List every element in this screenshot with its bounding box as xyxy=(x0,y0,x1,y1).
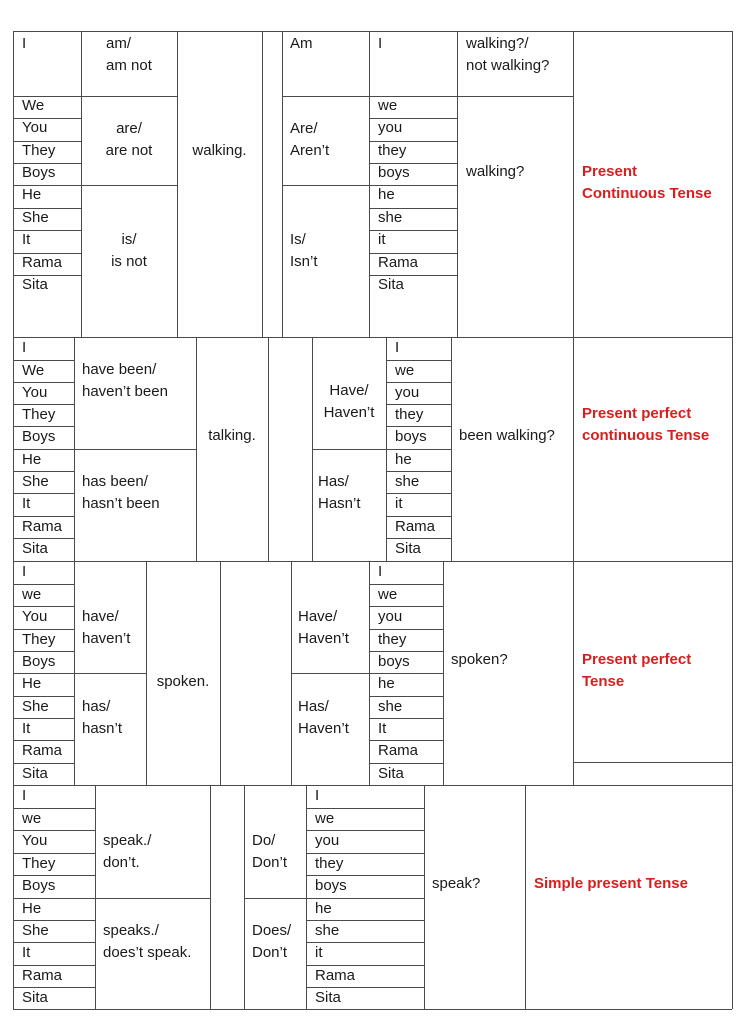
subject-question-cell: I xyxy=(378,35,383,52)
subject-cell: You xyxy=(22,832,48,849)
table-rule xyxy=(74,673,146,674)
subject-question-cell: Sita xyxy=(395,540,421,557)
subject-cell: Sita xyxy=(22,540,48,557)
subject-cell: It xyxy=(22,495,31,512)
subject-question-cell: Sita xyxy=(315,989,341,1006)
subject-cell: Boys xyxy=(22,877,56,894)
table-rule xyxy=(573,561,574,785)
subject-cell: It xyxy=(22,944,31,961)
subject-question-cell: you xyxy=(395,384,420,401)
table-rule xyxy=(81,96,177,97)
verb-question-cell: walking? xyxy=(466,163,525,180)
subject-cell: She xyxy=(22,698,49,715)
subject-question-cell: she xyxy=(395,473,420,490)
table-rule xyxy=(282,96,369,97)
table-rule xyxy=(573,762,732,763)
subject-question-cell: they xyxy=(378,142,407,159)
subject-question-cell: they xyxy=(378,631,407,648)
subject-cell: You xyxy=(22,119,48,136)
subject-cell: They xyxy=(22,855,56,872)
subject-cell: It xyxy=(22,720,31,737)
subject-cell: He xyxy=(22,675,42,692)
subject-question-cell: boys xyxy=(378,164,410,181)
subject-question-cell: she xyxy=(378,698,403,715)
table-rule xyxy=(312,449,386,450)
aux-question-cell: Is/ Isn’t xyxy=(290,231,318,270)
aux-cell: has been/ hasn’t been xyxy=(82,473,160,512)
subject-question-cell: he xyxy=(315,900,332,917)
subject-question-cell: It xyxy=(378,720,387,737)
aux-question-cell: Are/ Aren’t xyxy=(290,120,330,159)
verb-question-cell: been walking? xyxy=(459,427,555,444)
subject-cell: Boys xyxy=(22,164,56,181)
subject-question-cell: Rama xyxy=(395,518,436,535)
subject-question-cell: Sita xyxy=(378,276,404,293)
subject-cell: I xyxy=(22,563,27,580)
subject-cell: She xyxy=(22,209,49,226)
tense-label: Present perfect continuous Tense xyxy=(582,405,710,444)
subject-question-cell: he xyxy=(395,451,412,468)
subject-cell: Boys xyxy=(22,428,56,445)
subject-cell: You xyxy=(22,608,48,625)
table-rule xyxy=(457,96,573,97)
table-rule xyxy=(13,337,732,338)
subject-cell: we xyxy=(22,586,42,603)
table-rule xyxy=(262,31,263,337)
aux-cell: have/ haven’t xyxy=(82,608,131,647)
table-rule xyxy=(573,31,574,337)
table-rule xyxy=(13,785,732,786)
subject-question-cell: boys xyxy=(378,653,410,670)
subject-question-cell: he xyxy=(378,675,395,692)
subject-question-cell: you xyxy=(378,608,403,625)
table-rule xyxy=(13,31,14,1009)
subject-cell: We xyxy=(22,97,45,114)
aux-question-cell: Has/ Hasn’t xyxy=(318,473,361,512)
aux-question-cell: Have/ Haven’t xyxy=(298,608,349,647)
subject-question-cell: I xyxy=(315,787,320,804)
subject-question-cell: they xyxy=(395,406,424,423)
subject-cell: She xyxy=(22,473,49,490)
aux-question-cell: Am xyxy=(290,35,313,52)
table-rule xyxy=(291,673,369,674)
verb-question-cell: walking?/ not walking? xyxy=(466,35,550,74)
aux-cell: am/ am not xyxy=(106,35,152,74)
subject-question-cell: I xyxy=(395,339,400,356)
table-rule xyxy=(525,785,526,1009)
subject-cell: I xyxy=(22,339,27,356)
subject-cell: I xyxy=(22,35,27,52)
subject-cell: She xyxy=(22,922,49,939)
aux-cell: have been/ haven’t been xyxy=(82,361,168,400)
aux-cell: is/ is not xyxy=(111,231,147,270)
subject-cell: He xyxy=(22,186,42,203)
aux-question-cell: Do/ Don’t xyxy=(252,832,288,871)
table-rule xyxy=(573,337,574,561)
subject-cell: we xyxy=(22,810,42,827)
aux-cell: speak./ don’t. xyxy=(103,832,152,871)
subject-question-cell: boys xyxy=(315,877,347,894)
subject-cell: They xyxy=(22,631,56,648)
subject-question-cell: we xyxy=(378,97,398,114)
subject-cell: Rama xyxy=(22,518,63,535)
subject-cell: He xyxy=(22,900,42,917)
aux-question-cell: Does/ Don’t xyxy=(252,922,292,961)
subject-question-cell: he xyxy=(378,186,395,203)
subject-cell: Boys xyxy=(22,653,56,670)
table-rule xyxy=(95,898,210,899)
subject-cell: Sita xyxy=(22,989,48,1006)
subject-question-cell: we xyxy=(395,362,415,379)
subject-question-cell: you xyxy=(315,832,340,849)
aux-cell: speaks./ does’t speak. xyxy=(103,922,192,961)
subject-cell: We xyxy=(22,362,45,379)
subject-question-cell: I xyxy=(378,563,383,580)
subject-question-cell: she xyxy=(315,922,340,939)
table-rule xyxy=(13,31,732,32)
subject-cell: I xyxy=(22,787,27,804)
subject-cell: They xyxy=(22,406,56,423)
table-rule xyxy=(13,561,732,562)
subject-question-cell: we xyxy=(378,586,398,603)
subject-question-cell: Rama xyxy=(378,254,419,271)
subject-cell: It xyxy=(22,231,31,248)
subject-cell: Rama xyxy=(22,254,63,271)
subject-question-cell: they xyxy=(315,855,344,872)
subject-question-cell: Rama xyxy=(315,967,356,984)
verb-question-cell: speak? xyxy=(432,875,481,892)
subject-cell: Sita xyxy=(22,765,48,782)
table-rule xyxy=(282,185,369,186)
table-rule xyxy=(13,1009,732,1010)
subject-question-cell: we xyxy=(315,810,335,827)
subject-question-cell: Rama xyxy=(378,742,419,759)
subject-question-cell: boys xyxy=(395,428,427,445)
subject-cell: They xyxy=(22,142,56,159)
tense-label: Simple present Tense xyxy=(534,875,688,892)
aux-question-cell: Has/ Haven’t xyxy=(298,698,349,737)
table-rule xyxy=(244,898,306,899)
subject-question-cell: you xyxy=(378,119,403,136)
subject-cell: You xyxy=(22,384,48,401)
subject-question-cell: it xyxy=(315,944,323,961)
subject-question-cell: she xyxy=(378,209,403,226)
table-rule xyxy=(268,337,269,561)
aux-cell: has/ hasn’t xyxy=(82,698,123,737)
table-rule xyxy=(732,31,733,1009)
verb-cell: spoken. xyxy=(156,673,210,690)
tense-label: Present perfect Tense xyxy=(582,651,692,690)
subject-cell: Rama xyxy=(22,967,63,984)
aux-question-cell: Have/ Haven’t xyxy=(323,382,375,421)
subject-question-cell: Sita xyxy=(378,765,404,782)
verb-cell: walking. xyxy=(192,142,247,159)
verb-question-cell: spoken? xyxy=(451,651,508,668)
subject-cell: He xyxy=(22,451,42,468)
subject-cell: Rama xyxy=(22,742,63,759)
table-rule xyxy=(81,185,177,186)
tense-label: Present Continuous Tense xyxy=(582,163,712,202)
subject-question-cell: it xyxy=(378,231,386,248)
table-rule xyxy=(74,449,196,450)
subject-question-cell: it xyxy=(395,495,403,512)
aux-cell: are/ are not xyxy=(105,120,153,159)
subject-cell: Sita xyxy=(22,276,48,293)
verb-cell: talking. xyxy=(208,427,256,444)
